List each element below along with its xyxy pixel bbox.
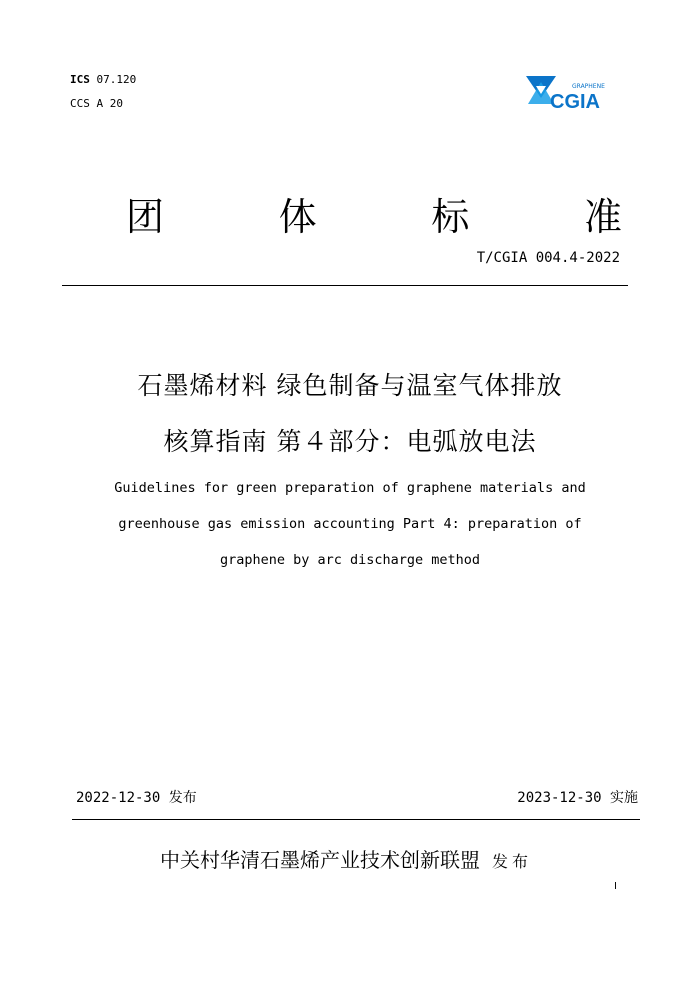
top-divider xyxy=(62,285,628,286)
standard-type-char: 标 xyxy=(431,195,470,239)
standard-type xyxy=(126,192,622,242)
publisher-suffix: 发布 xyxy=(492,852,533,871)
title-cn-line-2: 核算指南 第４部分：电弧放电法 xyxy=(163,427,537,456)
title-en-line-1: Guidelines for green preparation of graphene materials and xyxy=(114,480,586,496)
ics-value: 07.120 xyxy=(96,73,137,86)
publisher-line xyxy=(160,844,532,873)
standard-type-char: 团 xyxy=(126,195,165,239)
ics-code xyxy=(70,73,136,86)
bottom-divider xyxy=(72,819,640,820)
ics-label: ICS xyxy=(70,73,90,86)
cgia-logo-icon xyxy=(520,68,620,114)
issue-date: 2022-12-30 发布 xyxy=(76,790,197,806)
page-number: I xyxy=(614,881,617,892)
title-en-line-3: graphene by arc discharge method xyxy=(219,552,481,568)
implementation-date: 2023-12-30 实施 xyxy=(517,790,638,806)
standard-number: T/CGIA 004.4-2022 xyxy=(476,250,620,266)
logo-small-text: GRAPHENE xyxy=(572,83,605,90)
logo-word: CGIA xyxy=(550,91,600,113)
cgia-logo xyxy=(520,68,620,114)
title-cn-line-1: 石墨烯材料 绿色制备与温室气体排放 xyxy=(137,371,563,400)
standard-type-char: 准 xyxy=(583,195,622,239)
title-en-line-2: greenhouse gas emission accounting Part 4: preparation of xyxy=(118,516,582,532)
publisher-name: 中关村华清石墨烯产业技术创新联盟 xyxy=(160,848,480,872)
ccs-code: CCS A 20 xyxy=(70,97,123,110)
standard-type-char: 体 xyxy=(278,195,317,239)
